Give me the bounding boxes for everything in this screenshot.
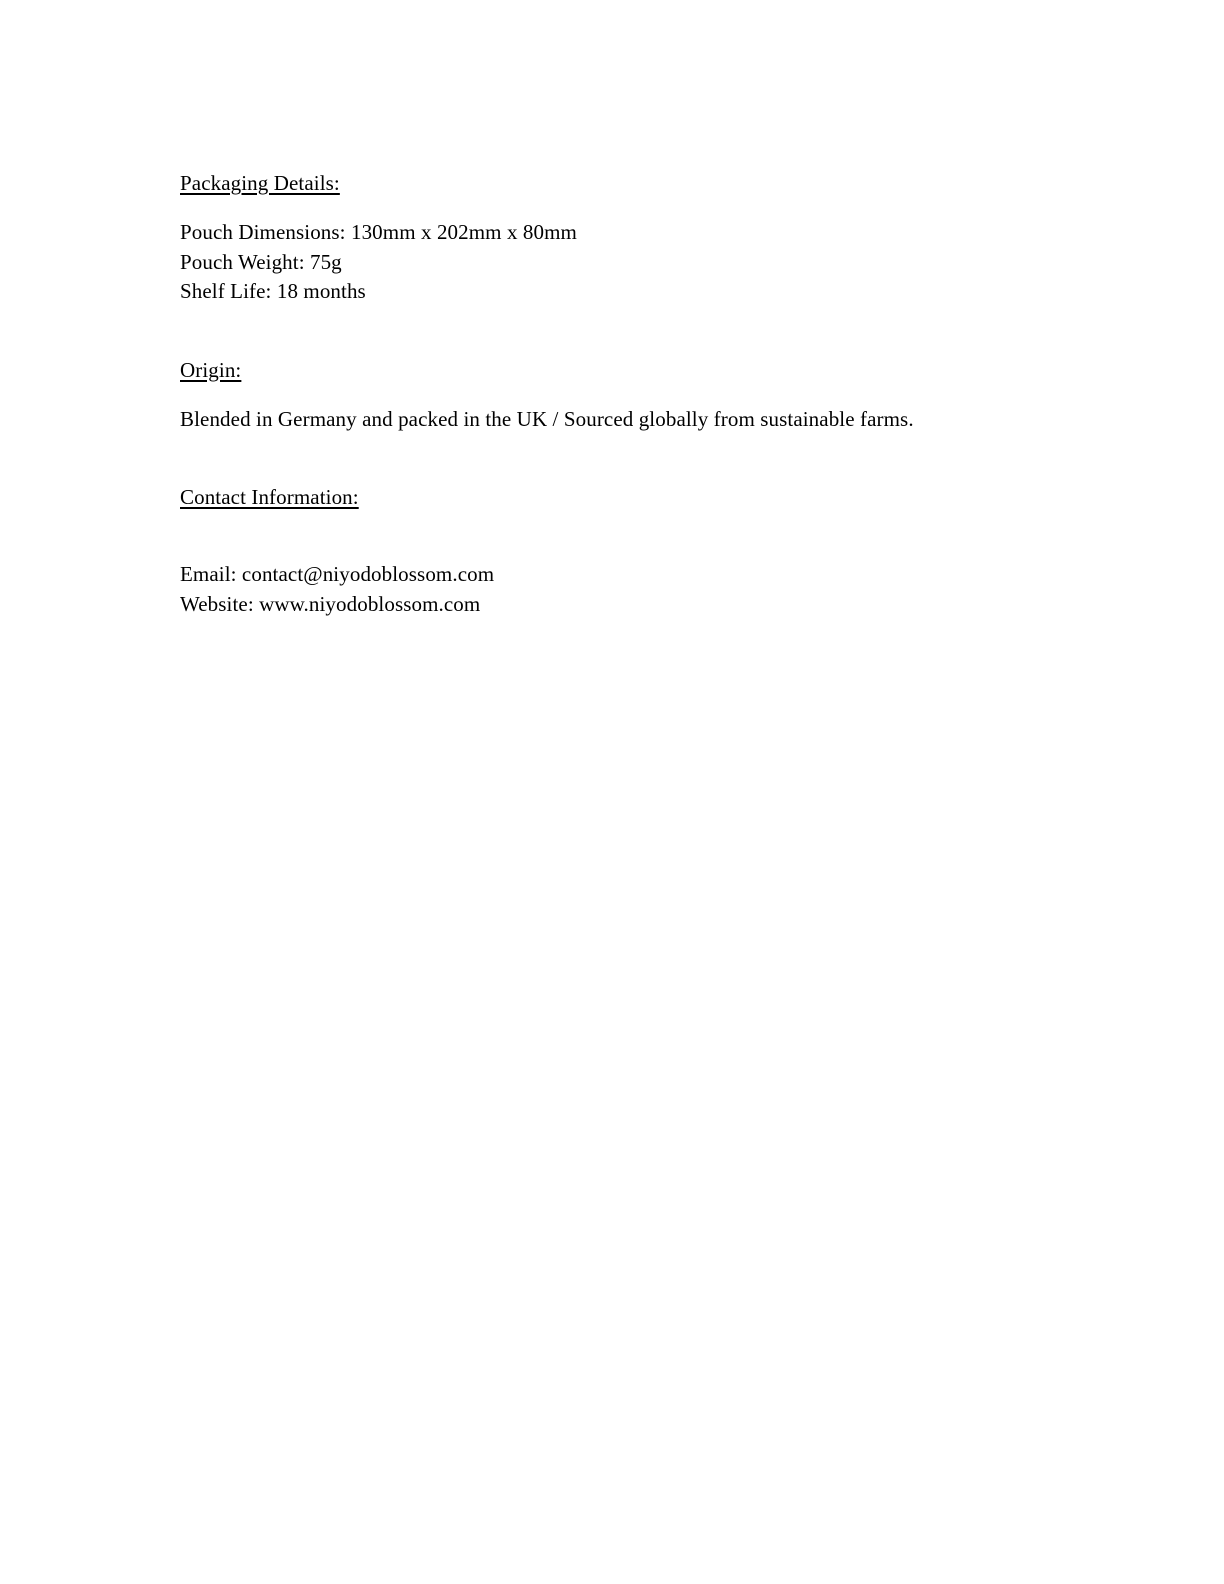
spacer <box>180 307 1060 355</box>
spacer <box>180 198 1060 218</box>
section-packaging-details <box>180 168 1060 307</box>
section-origin <box>180 355 1060 435</box>
contact-line-website: Website: www.niyodoblossom.com <box>180 591 481 616</box>
origin-text: Blended in Germany and packed in the UK / Sourced globally from sustainable farms. <box>180 406 914 431</box>
packaging-details-block <box>180 218 1060 307</box>
spacer <box>180 385 1060 405</box>
packaging-line-weight: Pouch Weight: 75g <box>180 249 342 274</box>
spacer <box>180 434 1060 482</box>
section-heading-packaging-details: Packaging Details: <box>180 171 340 195</box>
document-body <box>180 168 1060 619</box>
packaging-line-dimensions: Pouch Dimensions: 130mm x 202mm x 80mm <box>180 220 577 244</box>
section-heading-origin: Origin: <box>180 357 242 382</box>
section-heading-contact-information: Contact Information: <box>180 485 359 509</box>
spacer <box>180 512 1060 560</box>
section-contact-information <box>180 482 1060 619</box>
contact-details-block <box>180 560 1060 619</box>
contact-line-email: Email: contact@niyodoblossom.com <box>180 562 495 586</box>
packaging-line-shelf-life: Shelf Life: 18 months <box>180 279 366 303</box>
